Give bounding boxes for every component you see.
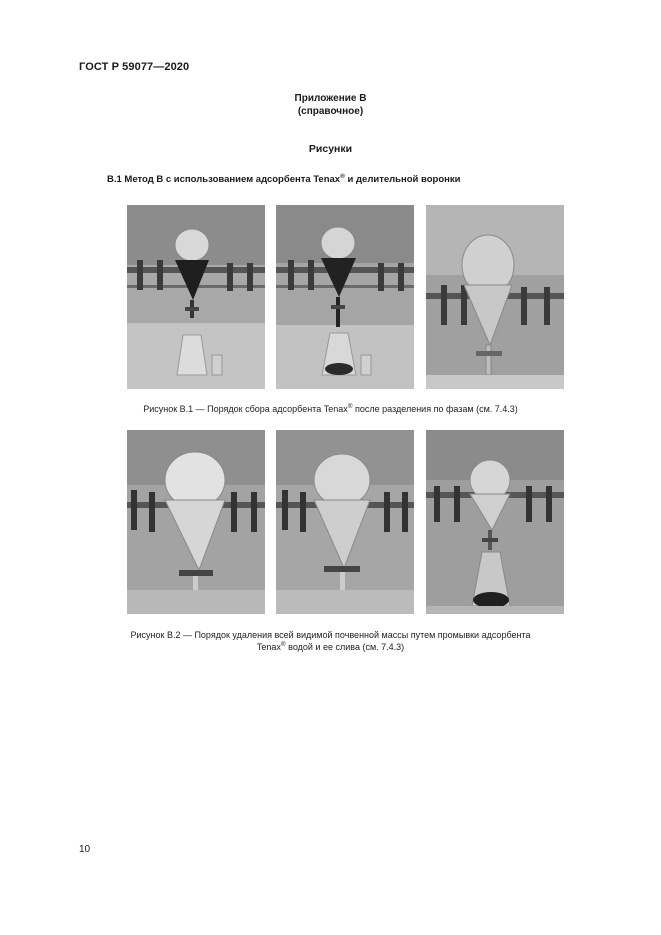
subsection-title-main: В.1 Метод В с использованием адсорбента Tenax xyxy=(107,174,341,185)
figure-b2-photo-2 xyxy=(276,430,414,614)
appendix-heading xyxy=(0,92,661,118)
figure-b2-caption-line-1: Рисунок В.2 — Порядок удаления всей видимой почвенной массы путем промывки адсорбента xyxy=(130,630,531,640)
figure-b1-caption-pre: Рисунок В.1 — Порядок сбора адсорбента Tenax xyxy=(143,404,348,414)
figure-b2-caption-line-2-pre: Tenax xyxy=(256,642,281,652)
page-number: 10 xyxy=(79,844,91,855)
figure-b2-photo-1 xyxy=(127,430,265,614)
figure-b1-photo-1 xyxy=(127,205,265,389)
subsection-title-rest: и делительной воронки xyxy=(344,174,461,185)
figure-b2-caption-line-2 xyxy=(70,641,591,653)
figure-b1-caption xyxy=(90,403,571,415)
subsection-title xyxy=(107,174,461,185)
appendix-note: (справочное) xyxy=(297,106,364,117)
registered-mark: ® xyxy=(340,172,345,180)
figure-b1-photo-2 xyxy=(276,205,414,389)
figure-b2-caption xyxy=(70,629,591,653)
figure-b2-photo-3 xyxy=(426,430,564,614)
registered-mark: ® xyxy=(280,641,286,648)
document-id: ГОСТ Р 59077—2020 xyxy=(79,61,190,73)
registered-mark: ® xyxy=(347,403,353,410)
figure-b1-caption-post: после разделения по фазам (см. 7.4.3) xyxy=(352,404,518,414)
figure-b1-photo-3 xyxy=(426,205,564,389)
appendix-title: Приложение В xyxy=(294,93,367,104)
figure-b2-caption-line-2-post: водой и ее слива (см. 7.4.3) xyxy=(285,642,405,652)
section-title: Рисунки xyxy=(308,143,353,155)
